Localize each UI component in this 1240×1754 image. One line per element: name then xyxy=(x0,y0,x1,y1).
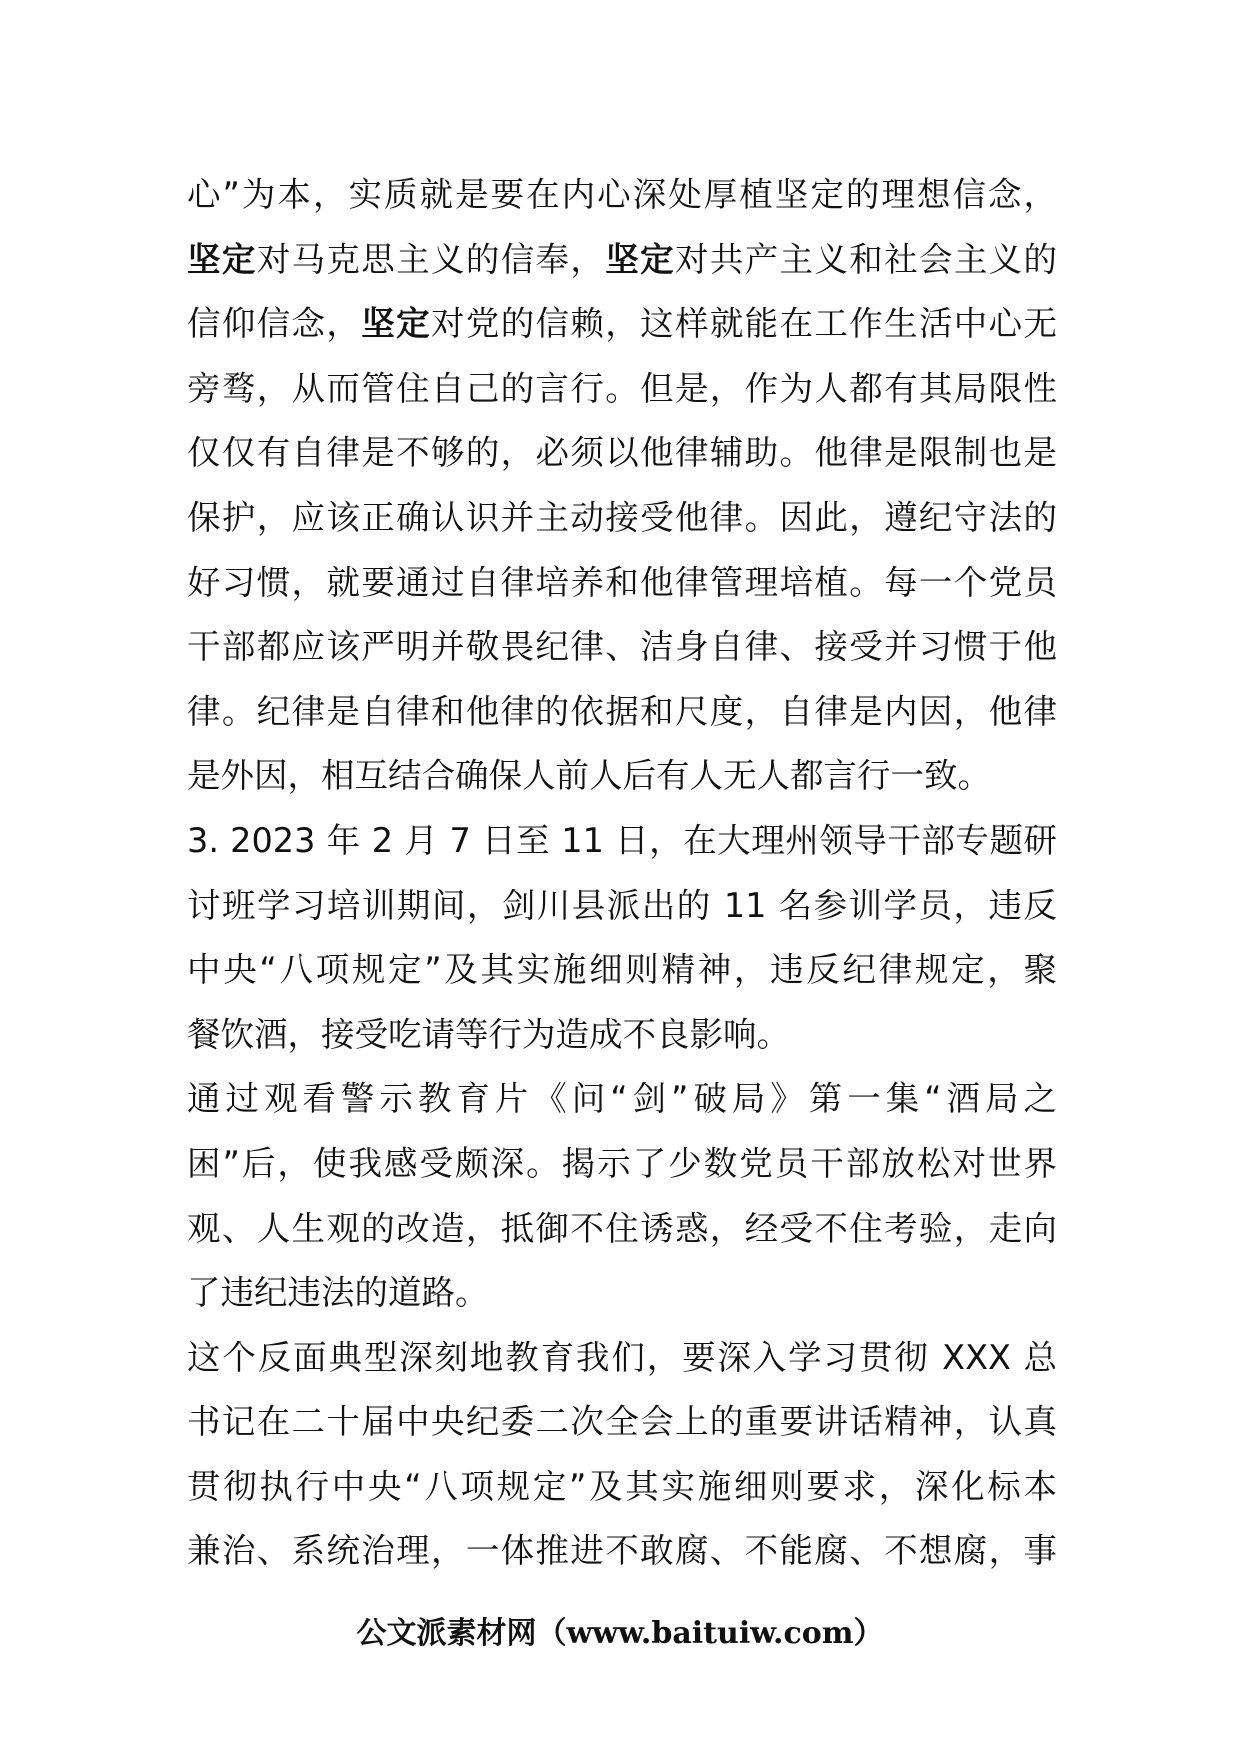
bold-emphasis-text: 坚定 xyxy=(361,304,431,344)
text-segment: 这个反面典型深刻地教育我们，要深入学习贯彻 XXX 总 xyxy=(187,1337,1057,1377)
text-segment: 律。纪律是自律和他律的依据和尺度，自律是内因，他律 xyxy=(187,691,1057,731)
text-segment: 信仰信念， xyxy=(187,304,362,344)
text-segment: 书记在二十届中央纪委二次全会上的重要讲话精神，认真 xyxy=(187,1402,1057,1442)
text-segment: 对党的信赖，这样就能在工作生活中心无 xyxy=(431,304,1058,344)
text-line xyxy=(187,228,1057,293)
text-segment: 保护，应该正确认识并主动接受他律。因此，遵纪守法的 xyxy=(187,497,1057,537)
text-segment: 心”为本，实质就是要在内心深处厚植坚定的理想信念， xyxy=(187,175,1057,214)
text-line xyxy=(187,486,1057,551)
text-segment: 干部都应该严明并敬畏纪律、洁身自律、接受并习惯于他 xyxy=(187,627,1057,667)
text-segment: 兼治、系统治理，一体推进不敢腐、不能腐、不想腐，事 xyxy=(187,1531,1057,1571)
document-body xyxy=(187,163,1057,1584)
text-line xyxy=(187,874,1057,939)
text-segment: 观、人生观的改造，抵御不住诱惑，经受不住考验，走向 xyxy=(187,1208,1057,1248)
bold-emphasis-text: 坚定 xyxy=(187,239,257,279)
text-line xyxy=(187,357,1057,422)
text-segment: 讨班学习培训期间，剑川县派出的 11 名参训学员，违反 xyxy=(187,885,1057,925)
text-line xyxy=(187,680,1057,745)
text-segment: 3. 2023 年 2 月 7 日至 11 日，在大理州领导干部专题研 xyxy=(187,820,1057,860)
text-line xyxy=(187,1261,1057,1326)
text-line xyxy=(187,1197,1057,1262)
text-line xyxy=(187,1390,1057,1455)
bold-emphasis-text: 坚定 xyxy=(605,239,675,279)
text-line xyxy=(187,809,1057,874)
text-segment: 对马克思主义的信奉， xyxy=(256,239,606,279)
footer-watermark: 公文派素材网（www.baituiw.com） xyxy=(356,1616,884,1651)
text-line xyxy=(187,615,1057,680)
text-line xyxy=(187,1519,1057,1584)
text-segment: 仅仅有自律是不够的，必须以他律辅助。他律是限制也是 xyxy=(187,433,1057,473)
text-segment: 困”后，使我感受颇深。揭示了少数党员干部放松对世界 xyxy=(187,1143,1057,1183)
text-segment: 中央“八项规定”及其实施细则精神，违反纪律规定，聚 xyxy=(187,950,1057,990)
text-line xyxy=(187,1326,1057,1391)
text-segment: 旁骛，从而管住自己的言行。但是，作为人都有其局限性 xyxy=(187,368,1057,408)
text-line xyxy=(187,744,1057,809)
text-line xyxy=(187,1132,1057,1197)
text-line xyxy=(187,551,1057,616)
text-line xyxy=(187,421,1057,486)
text-segment: 餐饮酒，接受吃请等行为造成不良影响。 xyxy=(187,1014,790,1054)
text-line xyxy=(187,163,1057,228)
text-segment: 对共产主义和社会主义的 xyxy=(674,239,1058,279)
text-segment: 了违纪违法的道路。 xyxy=(187,1273,489,1313)
text-segment: 是外因，相互结合确保人前人后有人无人都言行一致。 xyxy=(187,756,991,796)
text-line xyxy=(187,1455,1057,1520)
text-segment: 好习惯，就要通过自律培养和他律管理培植。每一个党员 xyxy=(187,562,1057,602)
text-line xyxy=(187,1003,1057,1068)
text-segment: 贯彻执行中央“八项规定”及其实施细则要求，深化标本 xyxy=(187,1466,1057,1506)
text-segment: 通过观看警示教育片《问“剑”破局》第一集“酒局之 xyxy=(187,1079,1057,1119)
text-line xyxy=(187,1067,1057,1132)
text-line xyxy=(187,292,1057,357)
text-line xyxy=(187,938,1057,1003)
